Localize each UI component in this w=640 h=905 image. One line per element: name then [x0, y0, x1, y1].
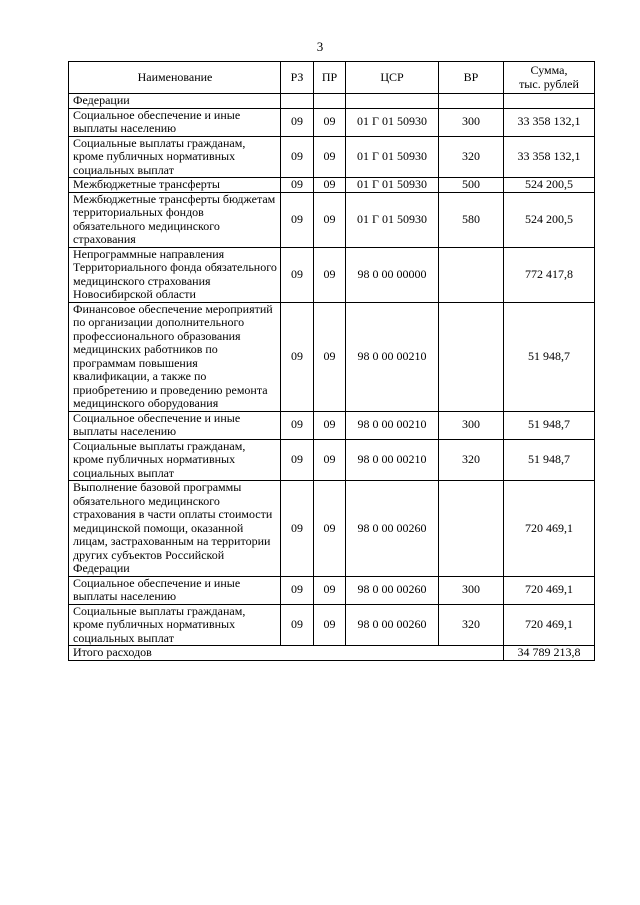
cell-sum: 51 948,7	[504, 439, 595, 481]
cell-sum: 51 948,7	[504, 411, 595, 439]
table-row	[69, 439, 595, 481]
table-row	[69, 302, 595, 411]
cell-rz	[281, 94, 314, 109]
table-header-row	[69, 62, 595, 94]
cell-csr: 98 0 00 00210	[346, 439, 439, 481]
cell-name: Социальное обеспечение и иные выплаты населению	[69, 576, 281, 604]
cell-rz: 09	[281, 247, 314, 302]
cell-csr: 01 Г 01 50930	[346, 178, 439, 193]
cell-vr: 580	[439, 192, 504, 247]
cell-name: Межбюджетные трансферты	[69, 178, 281, 193]
cell-vr: 500	[439, 178, 504, 193]
table-row	[69, 178, 595, 193]
cell-vr	[439, 302, 504, 411]
header-name: Наименование	[69, 62, 281, 94]
expenditure-table	[68, 61, 595, 661]
cell-sum: 524 200,5	[504, 178, 595, 193]
cell-rz: 09	[281, 576, 314, 604]
cell-sum: 772 417,8	[504, 247, 595, 302]
cell-csr: 01 Г 01 50930	[346, 136, 439, 178]
cell-name: Финансовое обеспечение мероприятий по организации дополнительного профессионального образования медицинских работников по программам повышения квалификации, а также по приобретению и проведению ремонта медицинского оборудования	[69, 302, 281, 411]
cell-name: Федерации	[69, 94, 281, 109]
cell-vr: 300	[439, 108, 504, 136]
table-row	[69, 94, 595, 109]
cell-pr: 09	[314, 136, 346, 178]
cell-csr: 01 Г 01 50930	[346, 192, 439, 247]
cell-name: Межбюджетные трансферты бюджетам территориальных фондов обязательного медицинского страхования	[69, 192, 281, 247]
cell-pr: 09	[314, 576, 346, 604]
table-row	[69, 411, 595, 439]
cell-pr: 09	[314, 192, 346, 247]
cell-pr: 09	[314, 439, 346, 481]
cell-pr: 09	[314, 178, 346, 193]
cell-sum	[504, 94, 595, 109]
cell-rz: 09	[281, 604, 314, 646]
cell-rz: 09	[281, 136, 314, 178]
cell-csr: 98 0 00 00210	[346, 302, 439, 411]
cell-sum: 33 358 132,1	[504, 108, 595, 136]
cell-pr: 09	[314, 247, 346, 302]
cell-csr: 98 0 00 00260	[346, 481, 439, 577]
cell-sum: 524 200,5	[504, 192, 595, 247]
cell-pr: 09	[314, 108, 346, 136]
cell-rz: 09	[281, 178, 314, 193]
cell-vr: 320	[439, 136, 504, 178]
table-row	[69, 108, 595, 136]
header-pr: ПР	[314, 62, 346, 94]
cell-sum: 33 358 132,1	[504, 136, 595, 178]
cell-pr: 09	[314, 302, 346, 411]
header-rz: РЗ	[281, 62, 314, 94]
cell-rz: 09	[281, 192, 314, 247]
cell-csr: 98 0 00 00210	[346, 411, 439, 439]
cell-name: Выполнение базовой программы обязательного медицинского страхования в части оплаты стоимости медицинской помощи, оказанной лицам, застрахованным на территории других субъектов Российской Федерации	[69, 481, 281, 577]
header-csr: ЦСР	[346, 62, 439, 94]
table-row	[69, 192, 595, 247]
cell-sum: 720 469,1	[504, 576, 595, 604]
total-row	[69, 646, 595, 661]
cell-name: Социальные выплаты гражданам, кроме публичных нормативных социальных выплат	[69, 604, 281, 646]
cell-sum: 51 948,7	[504, 302, 595, 411]
cell-csr: 98 0 00 00260	[346, 576, 439, 604]
cell-pr: 09	[314, 481, 346, 577]
cell-pr	[314, 94, 346, 109]
table-row	[69, 247, 595, 302]
cell-name: Социальные выплаты гражданам, кроме публичных нормативных социальных выплат	[69, 439, 281, 481]
cell-vr: 300	[439, 576, 504, 604]
cell-vr: 300	[439, 411, 504, 439]
table-row	[69, 604, 595, 646]
cell-sum: 720 469,1	[504, 604, 595, 646]
cell-csr: 01 Г 01 50930	[346, 108, 439, 136]
table-row	[69, 136, 595, 178]
cell-sum: 720 469,1	[504, 481, 595, 577]
cell-pr: 09	[314, 604, 346, 646]
header-vr: ВР	[439, 62, 504, 94]
cell-rz: 09	[281, 108, 314, 136]
cell-name: Социальные выплаты гражданам, кроме публичных нормативных социальных выплат	[69, 136, 281, 178]
cell-vr: 320	[439, 439, 504, 481]
page-number: 3	[316, 39, 324, 54]
cell-rz: 09	[281, 302, 314, 411]
table-row	[69, 576, 595, 604]
cell-vr	[439, 481, 504, 577]
cell-csr	[346, 94, 439, 109]
cell-vr	[439, 247, 504, 302]
total-label: Итого расходов	[69, 646, 504, 661]
cell-rz: 09	[281, 411, 314, 439]
cell-name: Социальное обеспечение и иные выплаты населению	[69, 108, 281, 136]
cell-csr: 98 0 00 00260	[346, 604, 439, 646]
table-row	[69, 481, 595, 577]
cell-csr: 98 0 00 00000	[346, 247, 439, 302]
total-sum: 34 789 213,8	[504, 646, 595, 661]
cell-rz: 09	[281, 481, 314, 577]
cell-name: Непрограммные направления Территориального фонда обязательного медицинского страхования Новосибирской области	[69, 247, 281, 302]
cell-vr: 320	[439, 604, 504, 646]
cell-pr: 09	[314, 411, 346, 439]
cell-name: Социальное обеспечение и иные выплаты населению	[69, 411, 281, 439]
cell-vr	[439, 94, 504, 109]
header-sum: Сумма, тыс. рублей	[504, 62, 595, 94]
cell-rz: 09	[281, 439, 314, 481]
